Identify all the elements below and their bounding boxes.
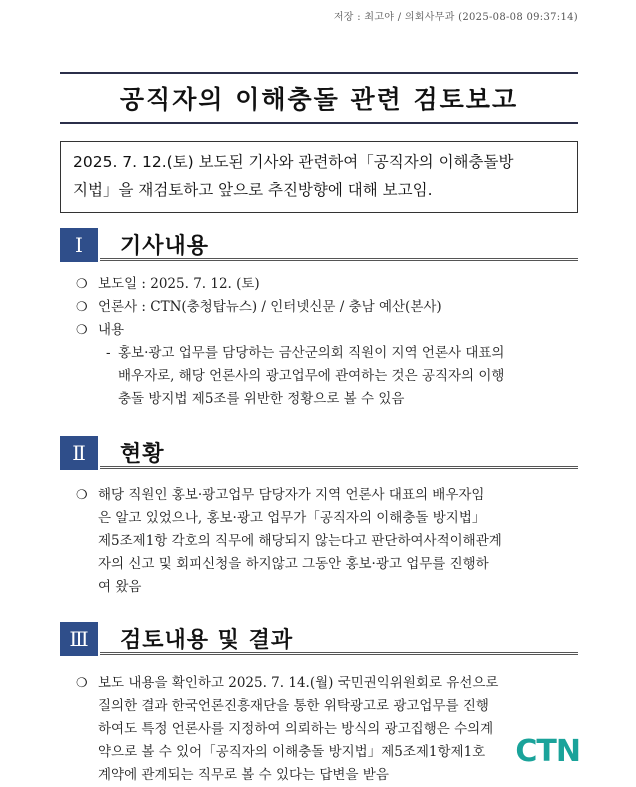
circle-bullet-icon: ❍ bbox=[76, 323, 88, 338]
circle-bullet-icon: ❍ bbox=[76, 676, 88, 691]
list-item bbox=[76, 672, 580, 787]
paragraph-line: 약으로 볼 수 있어「공직자의 이해충돌 방지법」제5조제1항제1호 bbox=[98, 744, 486, 760]
dash-line: 홍보·광고 업무를 담당하는 금산군의회 직원이 지역 언론사 대표의 bbox=[118, 345, 505, 361]
paragraph-line: 제5조제1항 각호의 직무에 해당되지 않는다고 판단하여사적이해관계 bbox=[98, 533, 502, 549]
list-item bbox=[76, 319, 580, 342]
section-3-body bbox=[76, 672, 580, 787]
list-item bbox=[76, 296, 580, 319]
list-item-text: 보도일 : 2025. 7. 12. (토) bbox=[98, 276, 260, 292]
section-header-1 bbox=[60, 228, 578, 262]
section-header-2 bbox=[60, 436, 578, 470]
paragraph-line: 해당 직원인 홍보·광고업무 담당자가 지역 언론사 대표의 배우자임 bbox=[98, 487, 485, 503]
document-title-box bbox=[60, 72, 578, 124]
list-item bbox=[76, 273, 580, 296]
paragraph-line: 질의한 결과 한국언론진흥재단을 통한 위탁광고로 광고업무를 진행 bbox=[98, 698, 489, 714]
section-numeral: Ⅰ bbox=[60, 228, 98, 262]
ctn-logo: CTN bbox=[515, 734, 580, 769]
summary-line: 2025. 7. 12.(토) 보도된 기사와 관련하여「공직자의 이해충돌방 bbox=[73, 153, 514, 171]
section-numeral: Ⅱ bbox=[60, 436, 98, 470]
paragraph-line: 보도 내용을 확인하고 2025. 7. 14.(월) 국민권익위원회로 유선으로 bbox=[98, 675, 499, 691]
section-rule bbox=[100, 466, 578, 469]
save-stamp: 저장 : 최고야 / 의회사무과 (2025-08-08 09:37:14) bbox=[333, 12, 578, 23]
dash-item bbox=[76, 342, 580, 411]
section-1-body bbox=[76, 273, 580, 411]
section-title: 검토내용 및 결과 bbox=[120, 628, 294, 653]
paragraph-line: 은 알고 있었으나, 홍보·광고 업무가「공직자의 이해충돌 방지법」 bbox=[98, 510, 486, 526]
dash-line: 충돌 방지법 제5조를 위반한 정황으로 볼 수 있음 bbox=[118, 391, 405, 407]
section-numeral: Ⅲ bbox=[60, 622, 98, 656]
circle-bullet-icon: ❍ bbox=[76, 300, 88, 315]
list-item-text: 언론사 : CTN(충청탑뉴스) / 인터넷신문 / 충남 예산(본사) bbox=[98, 299, 442, 315]
section-title: 기사내용 bbox=[120, 234, 210, 259]
dash-line: 배우자로, 해당 언론사의 광고업무에 관여하는 것은 공직자의 이행 bbox=[118, 368, 505, 384]
section-title: 현황 bbox=[120, 442, 165, 467]
section-rule bbox=[100, 258, 578, 261]
circle-bullet-icon: ❍ bbox=[76, 277, 88, 292]
dash-marker: - bbox=[106, 345, 111, 361]
paragraph-line: 하여도 특정 언론사를 지정하여 의뢰하는 방식의 광고집행은 수의계 bbox=[98, 721, 494, 737]
section-header-3 bbox=[60, 622, 578, 656]
paragraph-line: 자의 신고 및 회피신청을 하지않고 그동안 홍보·광고 업무를 진행하 bbox=[98, 556, 489, 572]
summary-box bbox=[60, 141, 578, 213]
paragraph-line: 계약에 관계되는 직무로 볼 수 있다는 답변을 받음 bbox=[98, 767, 389, 783]
section-rule bbox=[100, 652, 578, 655]
circle-bullet-icon: ❍ bbox=[76, 488, 88, 503]
list-item bbox=[76, 484, 580, 599]
section-2-body bbox=[76, 484, 580, 599]
paragraph-line: 여 왔음 bbox=[98, 579, 142, 595]
list-item-text: 내용 bbox=[98, 322, 125, 338]
summary-line: 지법」을 재검토하고 앞으로 추진방향에 대해 보고임. bbox=[73, 181, 433, 199]
document-title: 공직자의 이해충돌 관련 검토보고 bbox=[119, 85, 519, 114]
